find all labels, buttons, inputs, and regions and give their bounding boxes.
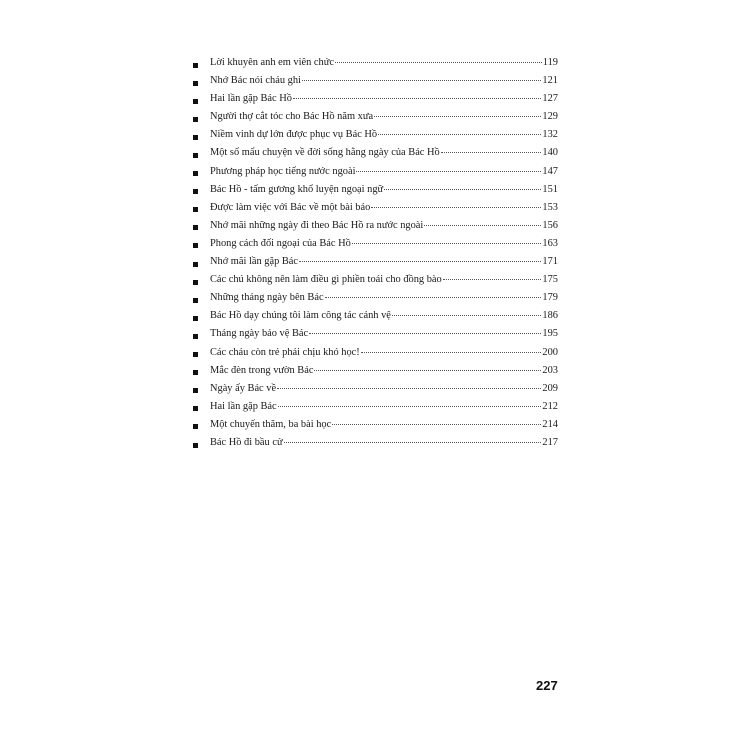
toc-entry-title: Phong cách đối ngoại của Bác Hồ — [210, 237, 351, 249]
toc-entry-page: 212 — [542, 400, 558, 412]
square-bullet-icon — [193, 99, 198, 104]
toc-entry-page: 209 — [542, 382, 558, 394]
square-bullet-icon — [193, 280, 198, 285]
toc-entry — [193, 147, 558, 165]
toc-entry — [193, 328, 558, 346]
square-bullet-icon — [193, 262, 198, 267]
dot-leader — [314, 370, 541, 371]
dot-leader — [293, 98, 541, 99]
dot-leader — [284, 442, 542, 443]
square-bullet-icon — [193, 117, 198, 122]
dot-leader — [278, 406, 542, 407]
toc-entry-page: 147 — [542, 165, 558, 177]
toc-entry-title: Các chú không nên làm điều gì phiền toái cho đồng bào — [210, 274, 442, 286]
dot-leader — [374, 116, 541, 117]
toc-entry-page: 153 — [542, 201, 558, 213]
square-bullet-icon — [193, 81, 198, 86]
toc-entry — [193, 347, 558, 365]
toc-entry-page: 132 — [542, 129, 558, 141]
toc-entry — [193, 238, 558, 256]
square-bullet-icon — [193, 334, 198, 339]
toc-entry — [193, 75, 558, 93]
toc-entry — [193, 401, 558, 419]
toc-entry — [193, 129, 558, 147]
square-bullet-icon — [193, 171, 198, 176]
square-bullet-icon — [193, 135, 198, 140]
dot-leader — [325, 297, 542, 298]
toc-entry-page: 121 — [542, 75, 558, 87]
square-bullet-icon — [193, 424, 198, 429]
square-bullet-icon — [193, 406, 198, 411]
toc-entry — [193, 310, 558, 328]
toc-entry-title: Một chuyến thăm, ba bài học — [210, 418, 332, 430]
toc-entry-title: Bác Hồ dạy chúng tôi làm công tác cảnh vệ — [210, 310, 391, 322]
toc-entry-title: Phương pháp học tiếng nước ngoài — [210, 165, 356, 177]
toc-entry-title: Nhớ Bác nói cháu ghi — [210, 75, 301, 87]
toc-entry — [193, 292, 558, 310]
toc-entry-page: 179 — [542, 292, 558, 304]
toc-entry — [193, 57, 558, 75]
toc-entry — [193, 166, 558, 184]
toc-entry — [193, 437, 558, 455]
toc-entry — [193, 220, 558, 238]
toc-entry-title: Lời khuyên anh em viên chức — [210, 57, 334, 68]
toc-entry-title: Người thợ cắt tóc cho Bác Hồ năm xưa — [210, 111, 374, 123]
square-bullet-icon — [193, 153, 198, 158]
toc-entry-page: 127 — [542, 93, 558, 105]
toc-entry-page: 203 — [542, 364, 558, 376]
square-bullet-icon — [193, 298, 198, 303]
dot-leader — [378, 134, 541, 135]
square-bullet-icon — [193, 316, 198, 321]
toc-entry — [193, 383, 558, 401]
dot-leader — [356, 171, 541, 172]
dot-leader — [299, 261, 541, 262]
square-bullet-icon — [193, 388, 198, 393]
toc-entry-title: Nhớ mãi những ngày đi theo Bác Hồ ra nước ngoài — [210, 219, 424, 231]
toc-entry-title: Hai lần gặp Bác Hồ — [210, 93, 292, 105]
toc-entry — [193, 256, 558, 274]
dot-leader — [309, 333, 541, 334]
dot-leader — [302, 80, 541, 81]
toc-entry-page: 200 — [542, 346, 558, 358]
toc-entry-title: Niềm vinh dự lớn được phục vụ Bác Hồ — [210, 129, 378, 141]
square-bullet-icon — [193, 370, 198, 375]
toc-entry-page: 195 — [542, 328, 558, 340]
toc-entry — [193, 111, 558, 129]
square-bullet-icon — [193, 243, 198, 248]
toc-entry-page: 186 — [542, 310, 558, 322]
toc-entry-page: 217 — [542, 436, 558, 448]
square-bullet-icon — [193, 352, 198, 357]
toc-entry-title: Hai lần gặp Bác — [210, 400, 277, 412]
toc-entry — [193, 202, 558, 220]
toc-entry-title: Những tháng ngày bên Bác — [210, 292, 324, 304]
square-bullet-icon — [193, 225, 198, 230]
toc-entry-title: Nhớ mãi lần gặp Bác — [210, 256, 299, 268]
dot-leader — [332, 424, 541, 425]
toc-entry-page: 171 — [542, 256, 558, 268]
toc-entry-page: 119 — [542, 57, 558, 68]
toc-entry-page: 175 — [542, 274, 558, 286]
toc-entry-title: Ngày ấy Bác về — [210, 382, 277, 394]
toc-entry-page: 156 — [542, 219, 558, 231]
toc-entry-title: Tháng ngày bảo vệ Bác — [210, 328, 309, 340]
toc-entry — [193, 184, 558, 202]
dot-leader — [335, 62, 542, 63]
square-bullet-icon — [193, 207, 198, 212]
toc-entry — [193, 419, 558, 437]
dot-leader — [392, 315, 541, 316]
toc-entry-page: 151 — [542, 183, 558, 195]
toc-entry-title: Mắc đèn trong vườn Bác — [210, 364, 314, 376]
dot-leader — [371, 207, 541, 208]
toc-entry — [193, 93, 558, 111]
toc-entry — [193, 365, 558, 383]
dot-leader — [384, 189, 541, 190]
page-number: 227 — [536, 678, 558, 693]
dot-leader — [277, 388, 541, 389]
square-bullet-icon — [193, 443, 198, 448]
table-of-contents — [193, 57, 558, 455]
toc-entry-page: 214 — [542, 418, 558, 430]
dot-leader — [424, 225, 541, 226]
toc-entry-page: 129 — [542, 111, 558, 123]
square-bullet-icon — [193, 63, 198, 68]
toc-entry — [193, 274, 558, 292]
toc-entry-title: Một số mẩu chuyện về đời sống hằng ngày của Bác Hồ — [210, 147, 440, 159]
toc-entry-title: Bác Hồ đi bầu cử — [210, 436, 283, 448]
toc-entry-title: Các cháu còn trẻ phải chịu khó học! — [210, 346, 360, 358]
dot-leader — [443, 279, 542, 280]
dot-leader — [352, 243, 542, 244]
dot-leader — [441, 152, 542, 153]
toc-entry-title: Được làm việc với Bác về một bài báo — [210, 201, 371, 213]
toc-entry-title: Bác Hồ - tấm gương khổ luyện ngoại ngữ — [210, 183, 384, 195]
toc-entry-page: 163 — [542, 237, 558, 249]
toc-entry-page: 140 — [542, 147, 558, 159]
dot-leader — [361, 352, 542, 353]
square-bullet-icon — [193, 189, 198, 194]
